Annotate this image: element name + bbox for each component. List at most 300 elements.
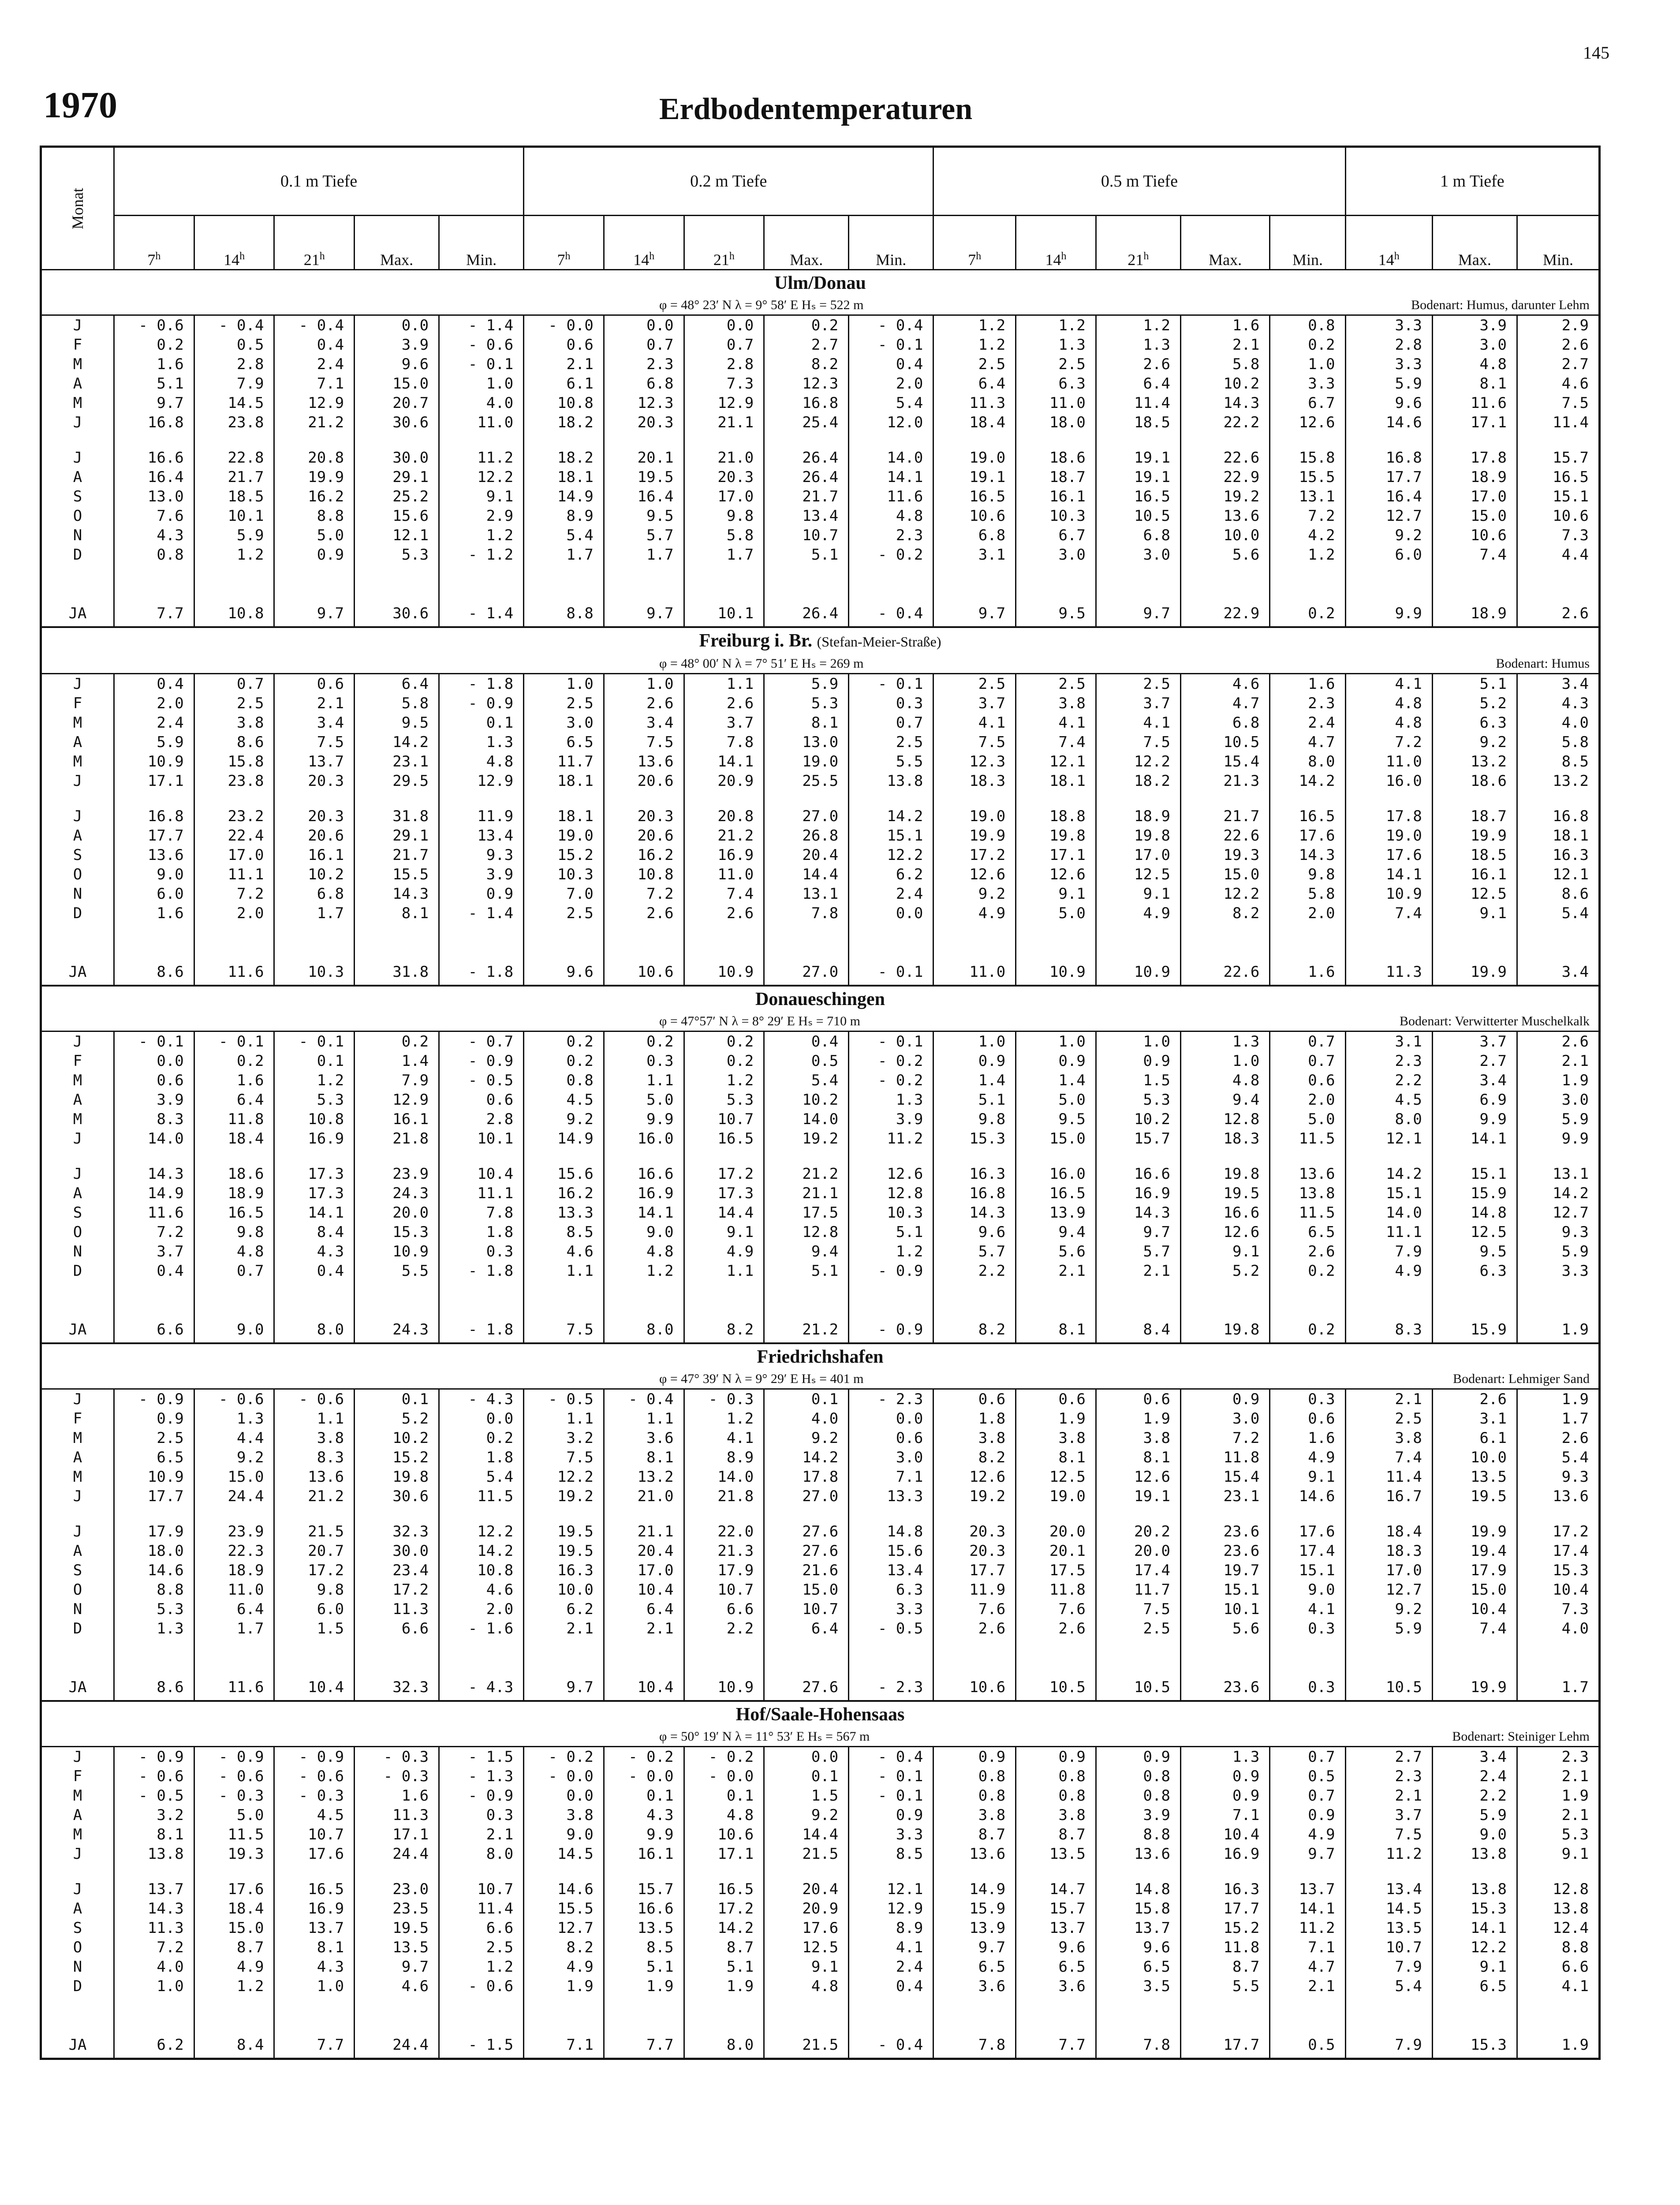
table-cell: 5.9	[1345, 374, 1432, 393]
table-cell: 19.4	[1432, 1541, 1517, 1561]
table-cell: 8.3	[114, 1110, 194, 1129]
table-cell: 1.6	[1180, 315, 1269, 336]
table-cell: 0.9	[1180, 1767, 1269, 1786]
table-cell: 17.0	[1432, 487, 1517, 506]
month-label: D	[73, 1620, 82, 1637]
spacer-row	[41, 1281, 1600, 1317]
table-cell: 27.0	[764, 1487, 849, 1506]
table-cell: 1.3	[194, 1409, 274, 1428]
table-cell: 3.4	[274, 713, 355, 733]
table-cell: 20.7	[355, 393, 439, 413]
table-cell: 21.7	[1180, 807, 1269, 826]
table-cell: 16.9	[684, 845, 764, 865]
table-cell: - 0.5	[524, 1389, 604, 1409]
month-label: J	[73, 1523, 82, 1540]
table-cell: 2.4	[1432, 1767, 1517, 1786]
table-cell: 0.7	[194, 1261, 274, 1281]
month-label: A	[73, 733, 82, 751]
table-cell: - 0.9	[114, 1747, 194, 1767]
table-cell: 17.1	[355, 1825, 439, 1844]
table-cell: 5.3	[114, 1600, 194, 1619]
table-cell: 23.2	[194, 807, 274, 826]
table-row	[41, 1487, 1600, 1506]
soil-type: Bodenart: Humus	[1496, 656, 1590, 671]
table-cell: 12.8	[1517, 1880, 1599, 1899]
table-cell: 16.2	[604, 845, 684, 865]
month-label: M	[73, 1110, 82, 1128]
table-row	[41, 467, 1600, 487]
table-cell: 6.7	[1016, 526, 1096, 545]
table-cell: 20.3	[933, 1541, 1016, 1561]
table-cell: 0.0	[849, 1409, 933, 1428]
table-cell: 1.6	[114, 904, 194, 923]
table-cell: 10.5	[1016, 1674, 1096, 1701]
table-cell: 8.7	[933, 1825, 1016, 1844]
table-row	[41, 1164, 1600, 1184]
table-cell: 14.4	[764, 1825, 849, 1844]
table-cell: - 0.0	[684, 1767, 764, 1786]
station-name: Donaueschingen	[755, 989, 885, 1009]
table-row	[41, 1825, 1600, 1844]
table-row	[41, 545, 1600, 564]
table-cell: 1.0	[933, 1031, 1016, 1052]
month-label: S	[73, 488, 82, 505]
table-cell: 1.0	[1270, 355, 1345, 374]
table-cell: 10.8	[274, 1110, 355, 1129]
table-cell: 1.2	[1096, 315, 1180, 336]
table-cell: 2.8	[1345, 335, 1432, 355]
spacer-row	[41, 1148, 1600, 1164]
table-cell: 8.1	[1016, 1317, 1096, 1343]
table-cell: 14.1	[604, 1203, 684, 1222]
table-cell: 7.3	[1517, 1600, 1599, 1619]
table-cell: 20.0	[355, 1203, 439, 1222]
table-cell: 8.1	[1432, 374, 1517, 393]
table-cell: 7.5	[933, 733, 1016, 752]
table-cell: 21.1	[764, 1184, 849, 1203]
table-row	[41, 355, 1600, 374]
table-cell: 25.5	[764, 771, 849, 791]
table-cell: 19.5	[524, 1541, 604, 1561]
table-cell: 31.8	[355, 807, 439, 826]
table-cell: 5.9	[1517, 1242, 1599, 1261]
table-cell: 22.0	[684, 1522, 764, 1541]
table-cell: 9.7	[524, 1674, 604, 1701]
table-cell: 0.9	[1180, 1389, 1269, 1409]
month-label: A	[73, 1449, 82, 1466]
table-cell: 10.3	[1016, 506, 1096, 526]
table-cell: 2.3	[1345, 1767, 1432, 1786]
table-row	[41, 1561, 1600, 1580]
table-cell: 21.5	[764, 2032, 849, 2059]
table-cell: 14.9	[114, 1184, 194, 1203]
table-cell: 4.5	[274, 1805, 355, 1825]
table-cell: 0.2	[1270, 1317, 1345, 1343]
table-cell: 20.3	[604, 413, 684, 432]
table-cell: 2.5	[1096, 674, 1180, 694]
table-cell: 5.9	[114, 733, 194, 752]
table-cell: 15.4	[1180, 752, 1269, 771]
table-cell: 18.6	[194, 1164, 274, 1184]
table-cell: 17.9	[114, 1522, 194, 1541]
table-cell: 17.0	[1345, 1561, 1432, 1580]
table-cell: 17.3	[274, 1184, 355, 1203]
table-cell: 14.3	[1270, 845, 1345, 865]
table-cell: 15.5	[1270, 467, 1345, 487]
table-cell: 10.4	[1432, 1600, 1517, 1619]
table-cell: - 0.6	[114, 315, 194, 336]
table-cell: 0.8	[1096, 1786, 1180, 1805]
table-cell: 9.6	[355, 355, 439, 374]
table-cell: 5.0	[1016, 904, 1096, 923]
table-cell: 0.2	[524, 1031, 604, 1052]
table-cell: 2.5	[849, 733, 933, 752]
table-cell: 5.8	[1517, 733, 1599, 752]
table-cell: 4.9	[1270, 1825, 1345, 1844]
month-label: D	[73, 1977, 82, 1995]
table-cell: 19.8	[1096, 826, 1180, 845]
table-cell: 3.4	[1432, 1747, 1517, 1767]
table-cell: 4.6	[1517, 374, 1599, 393]
table-cell: 0.2	[439, 1428, 524, 1448]
table-cell: 20.0	[1016, 1522, 1096, 1541]
table-cell: 0.0	[114, 1051, 194, 1071]
month-label: M	[73, 394, 82, 412]
table-cell: - 0.4	[604, 1389, 684, 1409]
table-cell: 2.6	[684, 694, 764, 713]
month-label: J	[73, 1130, 82, 1147]
spacer-row	[41, 1996, 1600, 2032]
table-cell: 4.8	[1345, 694, 1432, 713]
table-cell: 12.7	[524, 1918, 604, 1938]
table-row	[41, 1600, 1600, 1619]
table-cell: 8.0	[1270, 752, 1345, 771]
station-subtitle: (Stefan-Meier-Straße)	[817, 634, 941, 650]
table-cell: 14.1	[1270, 1899, 1345, 1918]
table-row	[41, 1899, 1600, 1918]
table-cell: 6.4	[604, 1600, 684, 1619]
table-cell: 2.5	[524, 694, 604, 713]
table-cell: - 0.3	[684, 1389, 764, 1409]
table-cell: 4.7	[1180, 694, 1269, 713]
table-cell: - 0.1	[849, 1031, 933, 1052]
table-cell: 5.8	[1180, 355, 1269, 374]
table-cell: 6.0	[114, 884, 194, 904]
month-label: J	[73, 414, 82, 431]
table-cell: 0.7	[604, 335, 684, 355]
table-cell: 0.9	[1270, 1805, 1345, 1825]
table-cell: 5.4	[1517, 1448, 1599, 1467]
table-cell: 14.3	[1180, 393, 1269, 413]
table-cell: 11.0	[933, 959, 1016, 986]
table-cell: 3.3	[1345, 315, 1432, 336]
table-cell: 13.8	[1270, 1184, 1345, 1203]
table-cell: 16.4	[114, 467, 194, 487]
table-cell: 13.7	[274, 752, 355, 771]
table-cell: 7.2	[114, 1222, 194, 1242]
table-cell: 1.9	[684, 1977, 764, 1996]
table-cell: 5.0	[604, 1090, 684, 1110]
table-cell: - 0.1	[849, 674, 933, 694]
table-cell: 1.0	[524, 674, 604, 694]
table-cell: 8.5	[849, 1844, 933, 1864]
table-cell: 7.2	[604, 884, 684, 904]
table-cell: - 0.9	[439, 694, 524, 713]
table-cell: 15.6	[524, 1164, 604, 1184]
table-row	[41, 526, 1600, 545]
table-cell: 23.8	[194, 413, 274, 432]
table-cell: 3.3	[849, 1825, 933, 1844]
table-cell: 7.5	[604, 733, 684, 752]
table-cell: 5.1	[684, 1957, 764, 1977]
table-cell: 16.9	[1180, 1844, 1269, 1864]
table-cell: 0.2	[1270, 601, 1345, 627]
table-cell: 14.1	[1432, 1918, 1517, 1938]
table-cell: 1.2	[194, 545, 274, 564]
table-cell: 10.6	[933, 1674, 1016, 1701]
table-cell: 11.6	[114, 1203, 194, 1222]
table-cell: 1.1	[524, 1409, 604, 1428]
table-cell: 8.1	[764, 713, 849, 733]
table-cell: 17.4	[1096, 1561, 1180, 1580]
table-cell: 16.6	[114, 448, 194, 467]
table-cell: 15.1	[849, 826, 933, 845]
month-label: J	[73, 1033, 82, 1050]
table-cell: 15.1	[1345, 1184, 1432, 1203]
table-cell: 8.2	[684, 1317, 764, 1343]
table-cell: 6.0	[274, 1600, 355, 1619]
table-cell: 1.0	[114, 1977, 194, 1996]
table-cell: 7.8	[933, 2032, 1016, 2059]
table-cell: 0.9	[933, 1747, 1016, 1767]
table-cell: 13.8	[114, 1844, 194, 1864]
table-cell: 7.1	[1180, 1805, 1269, 1825]
table-cell: 12.7	[1345, 506, 1432, 526]
table-cell: 13.1	[1270, 487, 1345, 506]
table-cell: 2.8	[684, 355, 764, 374]
table-cell: 10.6	[933, 506, 1016, 526]
table-cell: 13.4	[1345, 1880, 1432, 1899]
table-cell: 2.0	[1270, 1090, 1345, 1110]
table-cell: 2.4	[849, 884, 933, 904]
table-cell: - 0.5	[849, 1619, 933, 1638]
table-cell: 10.7	[684, 1110, 764, 1129]
table-row	[41, 1580, 1600, 1600]
table-cell: 9.6	[524, 959, 604, 986]
table-cell: 9.1	[1096, 884, 1180, 904]
table-cell: 2.8	[439, 1110, 524, 1129]
table-cell: 15.0	[1016, 1129, 1096, 1148]
table-cell: 2.5	[1016, 355, 1096, 374]
table-cell: 8.5	[524, 1222, 604, 1242]
table-cell: 13.7	[1016, 1918, 1096, 1938]
table-cell: 0.2	[604, 1031, 684, 1052]
table-cell: 15.7	[1016, 1899, 1096, 1918]
table-cell: 0.1	[604, 1786, 684, 1805]
table-cell: 0.2	[114, 335, 194, 355]
table-cell: 17.3	[274, 1164, 355, 1184]
table-cell: - 1.4	[439, 904, 524, 923]
spacer-row	[41, 923, 1600, 959]
table-cell: 8.7	[1180, 1957, 1269, 1977]
table-cell: 18.3	[933, 771, 1016, 791]
table-cell: 8.0	[604, 1317, 684, 1343]
table-cell: - 0.9	[439, 1051, 524, 1071]
table-cell: 0.5	[764, 1051, 849, 1071]
table-row	[41, 1389, 1600, 1409]
table-cell: 20.3	[274, 807, 355, 826]
table-cell: 7.8	[684, 733, 764, 752]
month-label: N	[73, 885, 82, 903]
table-cell: 18.5	[194, 487, 274, 506]
month-label: S	[73, 1919, 82, 1937]
table-cell: 2.0	[849, 374, 933, 393]
table-cell: 4.8	[604, 1242, 684, 1261]
table-cell: 2.1	[1517, 1767, 1599, 1786]
table-cell: 2.5	[439, 1938, 524, 1957]
table-cell: 14.3	[1096, 1203, 1180, 1222]
table-cell: 2.3	[1517, 1747, 1599, 1767]
table-cell: 3.0	[1096, 545, 1180, 564]
table-cell: 16.4	[1345, 487, 1432, 506]
table-cell: 6.5	[1270, 1222, 1345, 1242]
table-cell: 1.0	[1180, 1051, 1269, 1071]
table-cell: 13.8	[849, 771, 933, 791]
column-header: 14$^h$	[1016, 216, 1096, 270]
table-row	[41, 487, 1600, 506]
table-cell: 9.2	[933, 884, 1016, 904]
table-cell: 23.1	[355, 752, 439, 771]
table-cell: 9.5	[1016, 1110, 1096, 1129]
table-cell: 18.4	[194, 1129, 274, 1148]
table-cell: 2.6	[604, 694, 684, 713]
table-cell: 11.8	[1180, 1938, 1269, 1957]
table-cell: 12.1	[849, 1880, 933, 1899]
soil-type: Bodenart: Steiniger Lehm	[1452, 1729, 1590, 1744]
table-cell: 2.5	[933, 674, 1016, 694]
table-cell: 10.1	[194, 506, 274, 526]
table-cell: 5.5	[849, 752, 933, 771]
table-cell: 6.0	[1345, 545, 1432, 564]
table-cell: 23.6	[1180, 1674, 1269, 1701]
table-cell: 1.0	[604, 674, 684, 694]
table-cell: 18.9	[194, 1561, 274, 1580]
table-cell: 13.5	[1345, 1918, 1432, 1938]
table-cell: 4.1	[684, 1428, 764, 1448]
table-cell: 21.6	[764, 1561, 849, 1580]
table-cell: 5.0	[274, 526, 355, 545]
table-row	[41, 1129, 1600, 1148]
table-cell: 8.4	[1096, 1317, 1180, 1343]
table-cell: 0.7	[194, 674, 274, 694]
table-cell: 6.6	[1517, 1957, 1599, 1977]
table-row	[41, 1541, 1600, 1561]
table-cell: 3.6	[933, 1977, 1016, 1996]
month-label: A	[73, 375, 82, 392]
table-cell: 16.5	[1270, 807, 1345, 826]
table-cell: 25.4	[764, 413, 849, 432]
table-cell: 5.7	[604, 526, 684, 545]
table-cell: 12.8	[764, 1222, 849, 1242]
table-cell: 5.1	[764, 1261, 849, 1281]
table-cell: 1.9	[1517, 1389, 1599, 1409]
table-cell: 9.1	[1270, 1467, 1345, 1487]
table-cell: 1.9	[1517, 2032, 1599, 2059]
table-cell: - 1.4	[439, 601, 524, 627]
table-cell: 10.5	[1180, 733, 1269, 752]
table-cell: 20.9	[684, 771, 764, 791]
table-cell: 8.1	[274, 1938, 355, 1957]
table-cell: 5.2	[355, 1409, 439, 1428]
table-cell: 10.4	[1180, 1825, 1269, 1844]
table-cell: 12.9	[439, 771, 524, 791]
table-cell: 7.7	[274, 2032, 355, 2059]
table-cell: 3.1	[1432, 1409, 1517, 1428]
table-cell: 7.3	[684, 374, 764, 393]
station-coordinates: φ = 48° 00′ N λ = 7° 51′ E Hₛ = 269 m	[659, 656, 864, 671]
table-cell: 4.3	[114, 526, 194, 545]
table-cell: 25.2	[355, 487, 439, 506]
table-cell: 7.5	[1345, 1825, 1432, 1844]
table-cell: 2.9	[439, 506, 524, 526]
table-cell: 13.6	[604, 752, 684, 771]
table-cell: 14.1	[849, 467, 933, 487]
table-cell: 8.0	[439, 1844, 524, 1864]
table-cell: 1.7	[524, 545, 604, 564]
table-cell: 16.5	[1096, 487, 1180, 506]
table-cell: 9.7	[933, 1938, 1016, 1957]
table-cell: 12.1	[1517, 865, 1599, 884]
table-cell: - 0.1	[439, 355, 524, 374]
table-cell: 15.5	[524, 1899, 604, 1918]
table-cell: 6.3	[1432, 713, 1517, 733]
table-cell: 8.0	[1345, 1110, 1432, 1129]
table-cell: 5.3	[1517, 1825, 1599, 1844]
table-cell: 4.0	[764, 1409, 849, 1428]
table-cell: 7.1	[1270, 1938, 1345, 1957]
station-name: Hof/Saale-Hohensaas	[735, 1704, 905, 1725]
table-cell: 24.4	[355, 2032, 439, 2059]
table-cell: 16.6	[604, 1899, 684, 1918]
table-cell: 0.9	[1016, 1051, 1096, 1071]
table-cell: 8.2	[933, 1448, 1016, 1467]
table-cell: 0.7	[1270, 1786, 1345, 1805]
table-cell: 0.8	[1270, 315, 1345, 336]
table-cell: 12.6	[1270, 413, 1345, 432]
table-cell: 18.3	[1345, 1541, 1432, 1561]
table-cell: 11.1	[439, 1184, 524, 1203]
table-cell: 22.2	[1180, 413, 1269, 432]
table-cell: 1.2	[1016, 315, 1096, 336]
table-cell: 21.1	[684, 413, 764, 432]
table-cell: 0.7	[1270, 1031, 1345, 1052]
table-cell: 3.2	[114, 1805, 194, 1825]
table-cell: 5.6	[1180, 1619, 1269, 1638]
table-cell: 17.2	[274, 1561, 355, 1580]
table-cell: 7.6	[933, 1600, 1016, 1619]
table-cell: 4.8	[1345, 713, 1432, 733]
table-cell: 11.2	[849, 1129, 933, 1148]
table-cell: 16.0	[604, 1129, 684, 1148]
table-cell: 0.0	[764, 1747, 849, 1767]
table-cell: 9.0	[114, 865, 194, 884]
table-cell: 24.4	[355, 1844, 439, 1864]
table-cell: 7.2	[194, 884, 274, 904]
month-label: O	[73, 1939, 82, 1956]
table-cell: 18.2	[524, 413, 604, 432]
table-row	[41, 1110, 1600, 1129]
table-cell: 20.3	[274, 771, 355, 791]
